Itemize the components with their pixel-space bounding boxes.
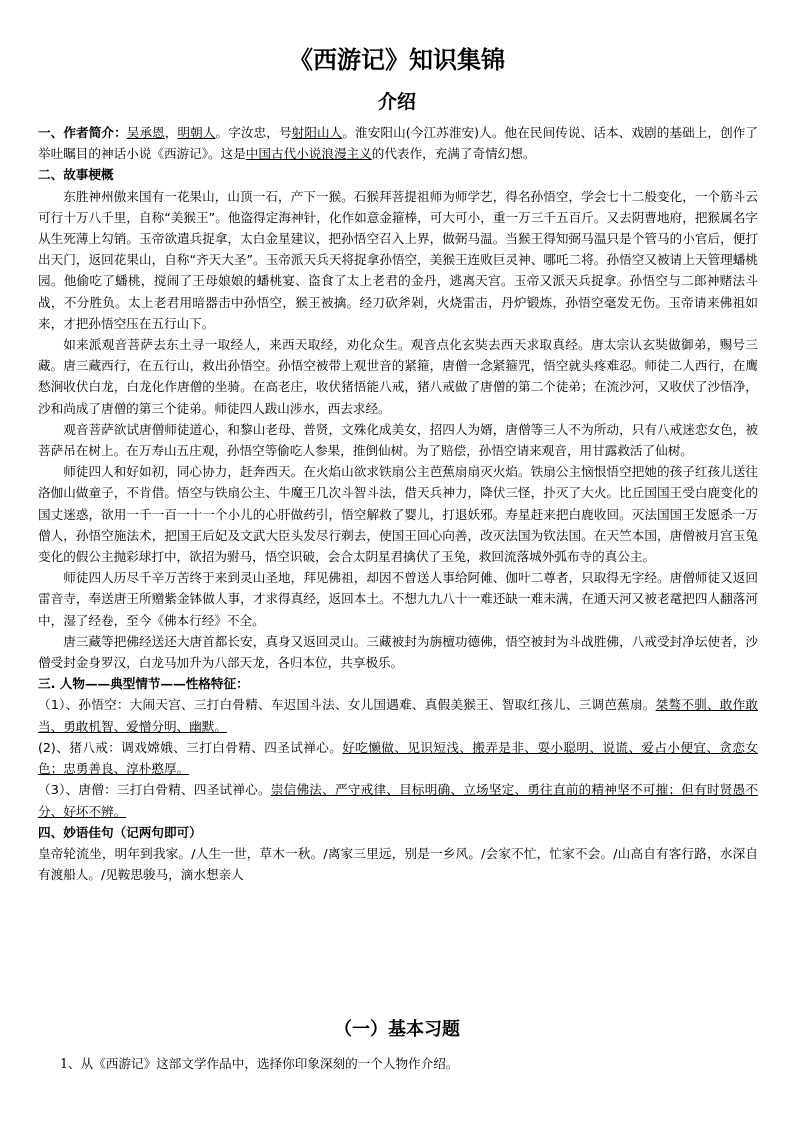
character-3-events: （3）、唐僧：三打白骨精、四圣试禅心。 bbox=[38, 782, 271, 798]
story-paragraph-3: 观音菩萨欲试唐僧师徒道心，和黎山老母、普贤，文殊化成美女，招四人为婿，唐僧等三人不为所动，只有八戒迷恋女色，被菩萨吊在树上。在万寿山五庄观，孙悟空等偷吃人参果，推倒仙树。为了赔偿，孙悟空请来观音，用甘露救活了仙树。 bbox=[38, 421, 758, 459]
author-rest2: 的代表作，充满了奇情幻想。 bbox=[371, 146, 536, 162]
character-1-traits: 桀骜不驯、敢作敢当、勇敢机智、爱憎分明、幽默。 bbox=[38, 697, 759, 734]
characters-heading: 三. 人物——典型情节——性格特征： bbox=[38, 676, 249, 692]
document-title: 《西游记》知识集锦 bbox=[289, 45, 505, 74]
character-2-events: (2)、猪八戒：调戏嫦娥、三打白骨精、四圣试禅心。 bbox=[38, 739, 343, 755]
character-sun-wukong bbox=[38, 694, 758, 736]
character-zhu-bajie bbox=[38, 737, 758, 779]
author-name: 吴承恩 bbox=[126, 125, 165, 140]
character-2-traits: 好吃懒做、见识短浅、搬弄是非、耍小聪明、说谎、爱占小便宜、贪恋女色；忠勇善良、淳朴憨厚。 bbox=[38, 739, 758, 777]
content-body bbox=[38, 122, 758, 885]
story-heading: 二、故事梗概 bbox=[38, 167, 114, 183]
author-dynasty: 明朝人 bbox=[177, 125, 216, 140]
character-3-traits: 崇信佛法、严守戒律、目标明确、立场坚定、勇往直前的精神坚不可摧；但有时贤愚不分、好坏不辨。 bbox=[38, 782, 759, 819]
story-paragraph-2: 如来派观音菩萨去东土寻一取经人，来西天取经，劝化众生。观音点化玄奘去西天求取真经。唐太宗认玄奘做御弟，赐号三藏。唐三藏西行，在五行山，救出孙悟空。孙悟空被带上观世音的紧箍，唐僧一念紧箍咒，悟空就头疼难忍。师徒二人西行，在鹰愁涧收伏白龙，白龙化作唐僧的坐骑。在高老庄，收伏猪悟能八戒，猪八戒做了唐僧的第二个徒弟；在流沙河，又收伏了沙悟净，沙和尚成了唐僧的第三个徒弟。师徒四人跋山涉水，西去求经。 bbox=[38, 337, 758, 416]
author-intro bbox=[38, 122, 758, 164]
story-paragraph-4: 师徒四人和好如初，同心协力，赶奔西天。在火焰山欲求铁扇公主芭蕉扇扇灭火焰。铁扇公主恼恨悟空把她的孩子红孩儿送往洛伽山做童子，不肯借。悟空与铁扇公主、牛魔王几次斗智斗法，借天兵神力，降伏三怪，扑灭了大火。比丘国国王受白鹿变化的国丈迷惑，欲用一千一百一十一个小儿的心肝做药引，悟空解救了婴儿，打退妖邪。寿星赶来把白鹿收回。灭法国国王发愿杀一万僧人，孙悟空施法术，把国王后妃及文武大臣头发尽行剃去，使国王回心向善，改灭法国为钦法国。在天竺本国，唐僧被月宫玉兔变化的假公主抛彩球打中，欲招为驸马，悟空识破，会合太阴星君擒伏了玉兔，救回流落城外弧布寺的真公主。 bbox=[38, 464, 758, 565]
character-tang-seng bbox=[38, 779, 758, 821]
author-genre: 中国古代小说浪漫主义 bbox=[245, 146, 372, 162]
exercise-heading: （一）基本习题 bbox=[334, 1019, 460, 1040]
quotes-heading: 四、妙语佳句（记两句即可） bbox=[38, 824, 202, 840]
author-label: 一、作者简介： bbox=[38, 125, 127, 140]
author-rest1: 。淮安阳山(今江苏淮安)人。他在民间传说、话本、戏剧的基础上，创作了举吐瞩目的神话小说《西游记》。这是 bbox=[38, 125, 759, 162]
character-1-events: （1）、孙悟空：大闹天宫、三打白骨精、车迟国斗法、女儿国遇难、真假美猴王、智取红孩儿、三调芭蕉扇。 bbox=[38, 697, 656, 713]
intro-heading: 介绍 bbox=[377, 91, 416, 113]
author-mid: 。字汝忠，号 bbox=[215, 125, 292, 140]
story-paragraph-6: 唐三藏等把佛经送还大唐首都长安，真身又返回灵山。三藏被封为旃檀功德佛，悟空被封为斗战胜佛，八戒受封净坛使者，沙僧受封金身罗汉，白龙马加升为八部天龙，各归本位，共享极乐。 bbox=[38, 633, 758, 671]
quotes-text: 皇帝轮流坐，明年到我家。/人生一世，草木一秋。/离家三里远，别是一乡风。/会家不忙，忙家不会。/山高自有客行路，水深自有渡船人。/见鞍思骏马，滴水想亲人 bbox=[38, 845, 758, 883]
exercise-question-1: 1、从《西游记》这部文学作品中，选择你印象深刻的一个人物作介绍。 bbox=[60, 1056, 459, 1071]
author-hao: 射阳山人 bbox=[291, 125, 343, 140]
story-paragraph-5: 师徒四人历尽千辛万苦终于来到灵山圣地，拜见佛祖，却因不曾送人事给阿傩、伽叶二尊者，只取得无字经。唐僧师徒又返回雷音寺，奉送唐王所赠紫金钵做人事，才求得真经，返回本土。不想九九八十一难还缺一难未满，在通天河又被老鼋把四人翻落河中，湿了经卷，至今《佛本行经》不全。 bbox=[38, 570, 758, 628]
author-sep: ， bbox=[164, 125, 178, 140]
story-paragraph-1: 东胜神州傲来国有一花果山，山顶一石，产下一猴。石猴拜菩提祖师为师学艺，得名孙悟空，学会七十二般变化，一个筋斗云可行十万八千里，自称“美猴王”。他盗得定海神针，化作如意金箍棒，可大可小，重一万三千五百斤。又去阴曹地府，把猴属名字从生死薄上勾销。玉帝欲遣兵捉拿，太白金星建议，把孙悟空召入上界，做弼马温。当猴王得知弼马温只是个管马的小官后，便打出天门，返回花果山，自称“齐天大圣”。玉帝派天兵天将捉拿孙悟空，美猴王连败巨灵神、哪吒二将。孙悟空又被请上天管理蟠桃园。他偷吃了蟠桃，搅闹了王母娘娘的蟠桃宴、盗食了太上老君的金丹，逃离天宫。玉帝又派天兵捉拿。孙悟空与二郎神赌法斗战，不分胜负。太上老君用暗器击中孙悟空，猴王被擒。经刀砍斧剁，火烧雷击，丹炉锻炼，孙悟空毫发无伤。玉帝请来佛祖如来，才把孙悟空压在五行山下。 bbox=[38, 188, 758, 331]
